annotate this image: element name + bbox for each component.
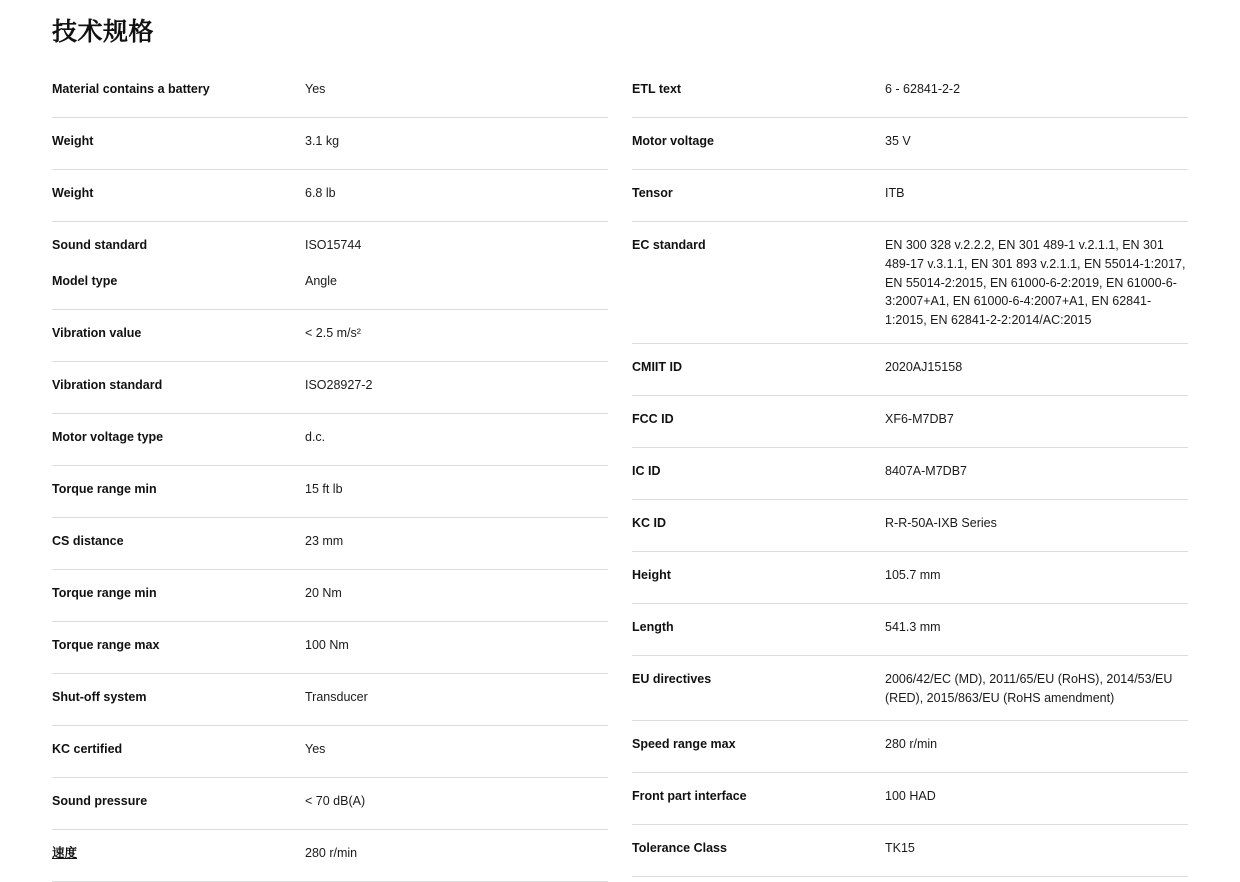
spec-label: KC certified (52, 742, 123, 756)
spec-value: TK15 (885, 841, 915, 856)
spec-row (632, 500, 1188, 552)
spec-value: 15 ft lb (305, 482, 343, 496)
spec-value: 8407A-M7DB7 (885, 463, 967, 478)
spec-value: ISO15744 (305, 238, 362, 252)
spec-row (632, 656, 1188, 722)
spec-value: Transducer (305, 690, 368, 704)
spec-label: Model type (52, 274, 118, 288)
spec-value: 2006/42/EC (MD), 2011/65/EU (RoHS), 2014/53/EU (RED), 2015/863/EU (RoHS amendment) (885, 671, 1173, 705)
spec-label: Sound standard (52, 238, 148, 252)
spec-row (52, 622, 608, 674)
spec-row (632, 721, 1188, 773)
spec-label: Torque range max (52, 638, 160, 652)
spec-column-right (632, 66, 1188, 877)
spec-label: 速度 (52, 846, 78, 860)
spec-row (632, 344, 1188, 396)
spec-label: Tolerance Class (632, 841, 727, 856)
spec-value: Angle (305, 274, 337, 288)
spec-row (632, 118, 1188, 170)
spec-label: Tensor (632, 186, 673, 200)
spec-columns (52, 66, 1188, 882)
spec-row (52, 170, 608, 222)
spec-row (632, 66, 1188, 118)
spec-row (52, 66, 608, 118)
spec-label: Length (632, 619, 674, 634)
spec-value: 100 HAD (885, 789, 936, 804)
spec-row (632, 448, 1188, 500)
spec-label: CMIIT ID (632, 359, 682, 374)
spec-row (52, 414, 608, 466)
spec-row (52, 118, 608, 170)
spec-row (632, 825, 1188, 877)
spec-value: 6.8 lb (305, 186, 336, 200)
spec-value: 3.1 kg (305, 134, 340, 148)
spec-value: 100 Nm (305, 638, 349, 652)
spec-row (52, 310, 608, 362)
spec-row (52, 518, 608, 570)
spec-row (632, 604, 1188, 656)
spec-value: ISO28927-2 (305, 378, 373, 392)
spec-value: 20 Nm (305, 586, 342, 600)
spec-value: < 2.5 m/s² (305, 326, 361, 340)
spec-label: Sound pressure (52, 794, 148, 808)
spec-row (52, 266, 608, 310)
spec-value: 35 V (885, 134, 911, 148)
spec-row (52, 778, 608, 830)
spec-label: Vibration standard (52, 378, 163, 392)
spec-value: 2020AJ15158 (885, 359, 963, 374)
spec-value: EN 300 328 v.2.2.2, EN 301 489-1 v.2.1.1, EN 301 489-17 v.3.1.1, EN 301 893 v.2.1.1, EN 55014-1:2017, EN 55014-2:2015, EN 61000-6-2:2019, EN 61000-6-3:2007+A1, EN 61000-6-4:2007+A1, EN 62841-1:2015, EN 62841-2-2:2014/AC:2015 (885, 238, 1186, 327)
spec-label: Height (632, 567, 671, 582)
spec-row (52, 830, 608, 882)
spec-row (52, 466, 608, 518)
spec-row (632, 396, 1188, 448)
spec-value: 280 r/min (305, 846, 358, 860)
spec-value: 23 mm (305, 534, 344, 548)
spec-value: 541.3 mm (885, 619, 941, 634)
spec-row (52, 362, 608, 414)
spec-value: XF6-M7DB7 (885, 411, 954, 426)
spec-value: 105.7 mm (885, 567, 941, 582)
spec-label: CS distance (52, 534, 124, 548)
spec-value: < 70 dB(A) (305, 794, 366, 808)
page-title: 技术规格 (52, 18, 155, 46)
spec-label: Material contains a battery (52, 82, 210, 96)
spec-label: Motor voltage type (52, 430, 164, 444)
spec-value: R-R-50A-IXB Series (885, 515, 997, 530)
spec-label: Speed range max (632, 737, 736, 752)
spec-row (52, 726, 608, 778)
spec-row (632, 773, 1188, 825)
spec-label: Front part interface (632, 789, 747, 804)
spec-row (632, 222, 1188, 344)
spec-label: Torque range min (52, 586, 157, 600)
spec-row (52, 222, 608, 266)
spec-value: Yes (305, 742, 326, 756)
spec-value: Yes (305, 82, 326, 96)
spec-value: 6 - 62841-2-2 (885, 82, 961, 96)
spec-value: ITB (885, 186, 905, 200)
spec-label: Weight (52, 134, 94, 148)
spec-label: EC standard (632, 238, 706, 252)
spec-label: EU directives (632, 671, 712, 686)
spec-label: Motor voltage (632, 134, 714, 148)
spec-row (52, 570, 608, 622)
spec-row (632, 170, 1188, 222)
spec-label: IC ID (632, 463, 661, 478)
spec-label: KC ID (632, 515, 667, 530)
spec-row (632, 552, 1188, 604)
spec-label: FCC ID (632, 411, 674, 426)
spec-value: d.c. (305, 430, 326, 444)
spec-label: Weight (52, 186, 94, 200)
spec-value: 280 r/min (885, 737, 938, 752)
spec-label: Torque range min (52, 482, 157, 496)
spec-label: Shut-off system (52, 690, 147, 704)
spec-column-left (52, 66, 608, 882)
spec-label: Vibration value (52, 326, 142, 340)
spec-label: ETL text (632, 82, 682, 96)
spec-row (52, 674, 608, 726)
